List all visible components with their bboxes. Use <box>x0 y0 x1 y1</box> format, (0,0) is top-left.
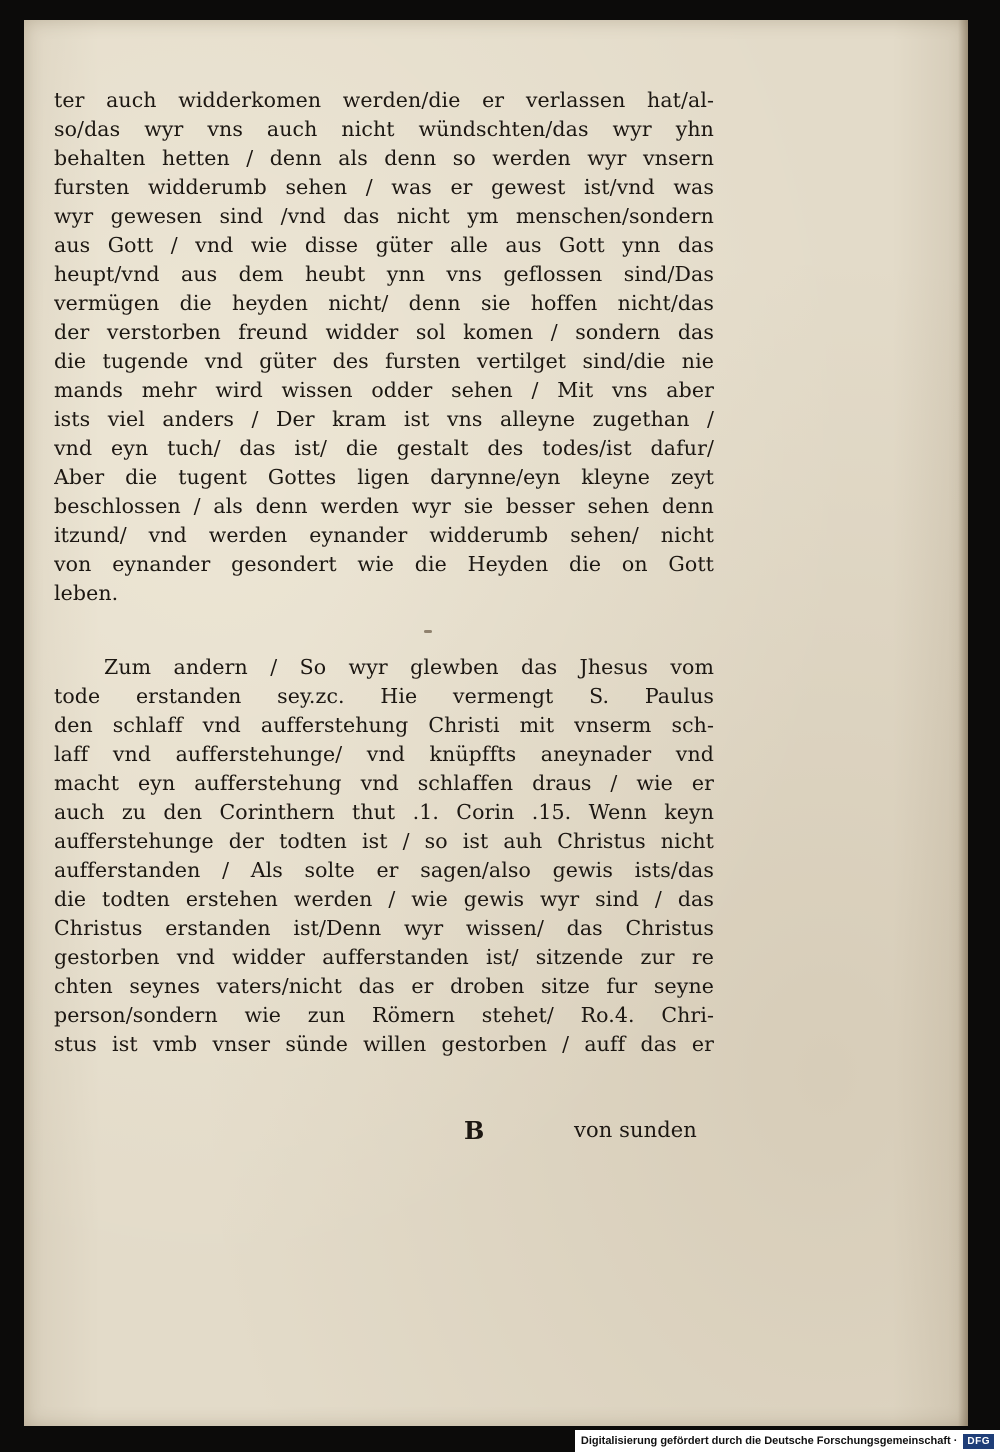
text-line: die todten erstehen werden / wie gewis wyr sind / das <box>54 887 714 911</box>
text-line: Christus erstanden ist/Denn wyr wissen/ das Christus <box>54 916 714 940</box>
text-line: ter auch widderkomen werden/die er verlassen hat/al- <box>54 88 714 112</box>
text-line: mands mehr wird wissen odder sehen / Mit vns aber <box>54 378 714 402</box>
text-line: laff vnd aufferstehunge/ vnd knüpffts aneynader vnd <box>54 742 714 766</box>
dfg-logo-icon: DFG <box>963 1434 994 1449</box>
paragraph-1 <box>54 86 714 608</box>
text-line: Aber die tugent Gottes ligen darynne/eyn kleyne zeyt <box>54 465 714 489</box>
text-line: die tugende vnd güter des fursten vertilget sind/die nie <box>54 349 714 373</box>
text-line: wyr gewesen sind /vnd das nicht ym menschen/sondern <box>54 204 714 228</box>
text-line: heupt/vnd aus dem heubt ynn vns geflossen sind/Das <box>54 262 714 286</box>
text-line: den schlaff vnd aufferstehung Christi mit vnserm sch- <box>54 713 714 737</box>
text-line: von eynander gesondert wie die Heyden die on Gott <box>54 552 714 576</box>
text-line: fursten widderumb sehen / was er gewest ist/vnd was <box>54 175 714 199</box>
text-line: aus Gott / vnd wie disse güter alle aus Gott ynn das <box>54 233 714 257</box>
text-line: aufferstehunge der todten ist / so ist auh Christus nicht <box>54 829 714 853</box>
text-line: der verstorben freund widder sol komen / sondern das <box>54 320 714 344</box>
text-line: vnd eyn tuch/ das ist/ die gestalt des todes/ist dafur/ <box>54 436 714 460</box>
text-line: beschlossen / als denn werden wyr sie besser sehen denn <box>54 494 714 518</box>
text-line: chten seynes vaters/nicht das er droben sitze fur seyne <box>54 974 714 998</box>
body-text <box>54 86 714 1145</box>
book-page <box>24 20 968 1426</box>
funding-credit-text: Digitalisierung gefördert durch die Deutsche Forschungsgemeinschaft · <box>580 1435 958 1447</box>
page-edge-shadow <box>958 20 968 1426</box>
text-line: macht eyn aufferstehung vnd schlaffen draus / wie er <box>54 771 714 795</box>
text-line: vermügen die heyden nicht/ denn sie hoffen nicht/das <box>54 291 714 315</box>
text-line: aufferstanden / Als solte er sagen/also gewis ists/das <box>54 858 714 882</box>
paragraph-2 <box>54 653 714 1059</box>
text-line: auch zu den Corinthern thut .1. Corin .15. Wenn keyn <box>54 800 714 824</box>
paragraph-gap <box>54 608 714 653</box>
funding-credit-bar <box>575 1430 1000 1452</box>
text-line: ists viel anders / Der kram ist vns alleyne zugethan / <box>54 407 714 431</box>
text-line: gestorben vnd widder aufferstanden ist/ sitzende zur re <box>54 945 714 969</box>
text-line: person/sondern wie zun Römern stehet/ Ro.4. Chri- <box>54 1003 714 1027</box>
text-line: itzund/ vnd werden eynander widderumb sehen/ nicht <box>54 523 714 547</box>
text-line: tode erstanden sey.zc. Hie vermengt S. Paulus <box>54 684 714 708</box>
text-line: stus ist vmb vnser sünde willen gestorben / auff das er <box>54 1032 714 1056</box>
text-line: Zum andern / So wyr glewben das Jhesus vom <box>104 655 714 679</box>
text-line: behalten hetten / denn als denn so werden wyr vnsern <box>54 146 714 170</box>
text-line: so/das wyr vns auch nicht wündschten/das wyr yhn <box>54 117 714 141</box>
catchword: von sunden <box>574 1118 697 1142</box>
ink-smudge <box>424 630 432 633</box>
signature-mark: B <box>464 1116 485 1145</box>
text-line: leben. <box>54 581 119 605</box>
